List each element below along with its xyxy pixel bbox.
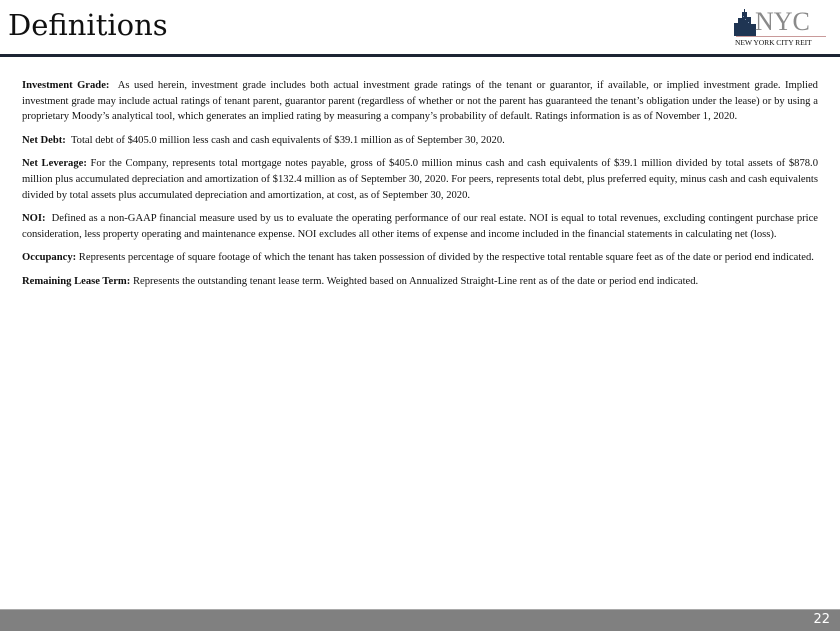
definition-text: Represents percentage of square footage of which the tenant has taken possession of divided by the respective total rentable square feet as of the date or period end indicated. — [76, 252, 814, 264]
nyc-reit-logo — [734, 9, 828, 49]
definition-term: Occupancy: — [22, 252, 77, 264]
header-rule — [0, 54, 840, 57]
definition-term: NOI: — [22, 213, 46, 225]
definition-net-debt — [22, 133, 818, 149]
definition-term: Net Leverage: — [22, 158, 87, 170]
skyline-icon — [734, 9, 756, 36]
page-number: 22 — [813, 612, 830, 627]
definition-text: Represents the outstanding tenant lease term. Weighted based on Annualized Straight-Line rent as of the date or period end indicated. — [130, 275, 699, 287]
definition-term: Investment Grade: — [22, 80, 110, 91]
logo-subtitle: NEW YORK CITY REIT — [735, 38, 812, 47]
definition-text: Defined as a non-GAAP financial measure used by us to evaluate the operating performance of our real estate. NOI is equal to total revenues, excluding contingent purchase price consideration, less property operating and maintenance expense. NOI excludes all other items of expense and income included in the financial statements in calculating net (loss). — [22, 213, 821, 240]
definition-remaining-lease-term — [22, 274, 818, 290]
logo-divider — [736, 36, 826, 37]
logo-wordmark: NYC — [755, 7, 810, 36]
definition-text: For the Company, represents total mortgage notes payable, gross of $405.0 million minus cash and cash equivalents of $39.1 million divided by total assets of $878.0 million plus accumulated depreciation and amortization of $132.4 million as of September 30, 2020. For peers, represents total debt, plus preferred equity, minus cash and cash equivalents divided by total assets plus accumulated depreciation and amortization, at cost, as of September 30, 2020. — [22, 158, 821, 201]
definition-term: Net Debt: — [22, 134, 66, 146]
definition-investment-grade — [22, 78, 821, 125]
footer-band — [0, 609, 840, 631]
definition-text: As used herein, investment grade includes both actual investment grade ratings of the tenant or guarantor, if available, or implied investment grade. Implied investment grade may include actual ratings of tenant parent, guarantor parent (regardless of whether or not the parent has guaranteed the tenant’s obligation under the lease) or by using a proprietary Moody’s analytical tool, which generates an implied rating by measuring a company’s probability of default. Ratings information is as of November 1, 2020. — [22, 80, 821, 123]
definition-term: Remaining Lease Term: — [22, 275, 131, 287]
definition-net-leverage — [22, 156, 821, 203]
definition-occupancy — [22, 250, 818, 266]
definition-text: Total debt of $405.0 million less cash and cash equivalents of $39.1 million as of September 30, 2020. — [65, 134, 505, 146]
page-title: Definitions — [8, 8, 168, 42]
definitions-list — [22, 78, 821, 298]
definition-noi — [22, 211, 821, 242]
